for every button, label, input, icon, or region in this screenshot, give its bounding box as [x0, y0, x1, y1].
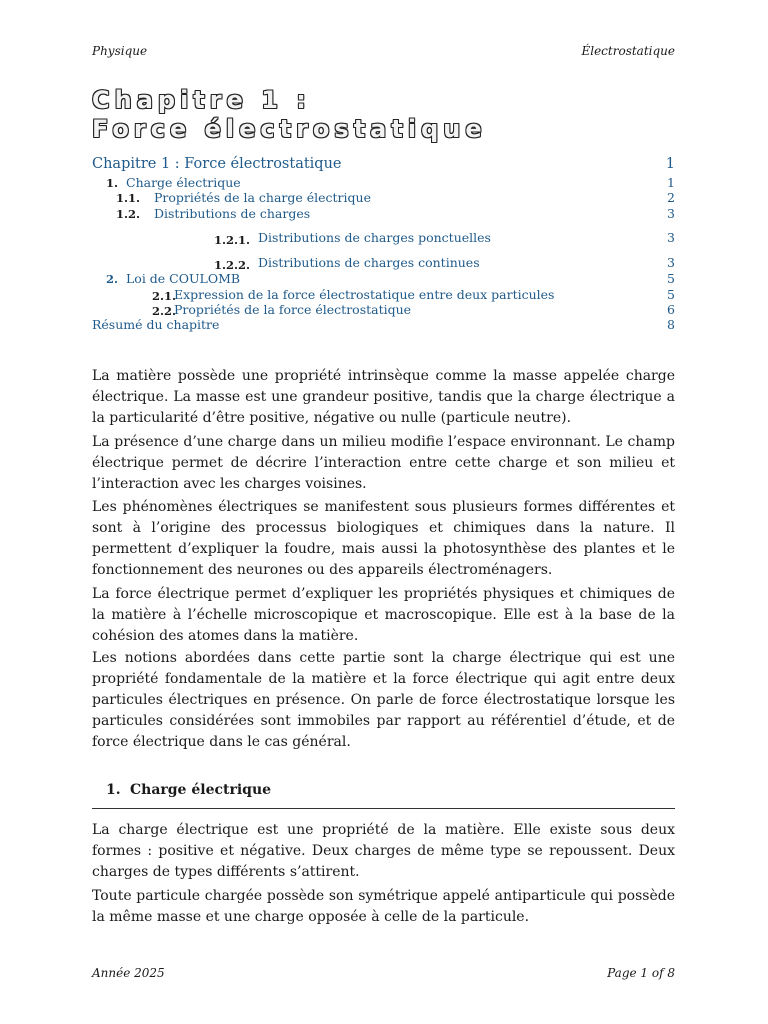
toc-entry-label[interactable]: Distributions de charges ponctuelles	[258, 230, 491, 245]
toc-entry-page: 1	[667, 175, 675, 190]
toc-entry-label[interactable]: Loi de COULOMB	[126, 271, 241, 286]
toc-entry[interactable]	[92, 230, 675, 246]
header-topic: Électrostatique	[581, 44, 675, 58]
section-title: Charge électrique	[130, 782, 272, 798]
toc-entry-number: 1.2.2.	[214, 258, 251, 272]
toc-entry-number: 2.	[106, 272, 119, 286]
toc-entry-label[interactable]: Propriétés de la charge électrique	[154, 190, 371, 205]
toc-entry[interactable]	[92, 175, 675, 191]
toc-entry-page: 5	[667, 287, 675, 302]
intro-paragraph: La force électrique permet d’expliquer les propriétés physiques et chimiques de la matière à l’échelle microscopique et macroscopique. Elle est à la base de la cohésion des atomes dans la matière.	[92, 586, 675, 644]
toc-entry-page: 2	[667, 190, 675, 205]
toc-main-entry[interactable]	[92, 155, 675, 173]
section-paragraph: Toute particule chargée possède son symétrique appelé antiparticule qui possède la même masse et une charge opposée à celle de la particule.	[92, 888, 675, 925]
toc-entry-page: 5	[667, 271, 675, 286]
toc-entry[interactable]	[92, 317, 675, 333]
toc-entry-number: 1.	[106, 176, 119, 190]
section-number: 1.	[106, 782, 121, 798]
toc-entry-label[interactable]: Distributions de charges	[154, 206, 311, 221]
section-paragraph: La charge électrique est une propriété de la matière. Elle existe sous deux formes : positive et négative. Deux charges de même type se repoussent. Deux charges de types différents s’attirent.	[92, 822, 675, 880]
toc-entry[interactable]	[92, 255, 675, 271]
toc-entry-label[interactable]: Distributions de charges continues	[258, 255, 480, 270]
toc-entry-label[interactable]: Charge électrique	[126, 175, 241, 190]
toc-entry-page: 8	[667, 317, 675, 332]
intro-paragraph: La présence d’une charge dans un milieu modifie l’espace environnant. Le champ électrique permet de décrire l’interaction entre cette charge et son milieu et l’interaction avec les charges voisines.	[92, 434, 675, 492]
chapter-title-line2: Force électrostatique	[92, 115, 487, 143]
intro-paragraph: Les notions abordées dans cette partie sont la charge électrique qui est une propriété fondamentale de la matière et la force électrique qui agit entre deux particules électriques en présence. On parle de force électrostatique lorsque les particules considérées sont immobiles par rapport au référentiel d’étude, et de force électrique dans le cas général.	[92, 650, 675, 750]
toc-entry[interactable]	[92, 302, 675, 318]
footer-page-number: Page 1 of 8	[607, 966, 675, 980]
toc-entry[interactable]	[92, 190, 675, 206]
intro-paragraph: Les phénomènes électriques se manifestent sous plusieurs formes différentes et sont à l’origine des processus biologiques et chimiques dans la nature. Il permettent d’expliquer la foudre, mais aussi la photosynthèse des plantes et le fonctionnement des neurones ou des appareils électroménagers.	[92, 499, 675, 578]
toc-entry-number: 2.1.	[152, 289, 177, 303]
header-subject: Physique	[92, 44, 148, 58]
toc-entry-page: 3	[667, 255, 675, 270]
toc-entry[interactable]	[92, 271, 675, 287]
toc-entry-label[interactable]: Expression de la force électrostatique entre deux particules	[174, 287, 555, 302]
toc-entry[interactable]	[92, 206, 675, 222]
toc-entry[interactable]	[92, 287, 675, 303]
toc-entry-number: 1.2.1.	[214, 233, 251, 247]
toc-entry-number: 1.1.	[116, 191, 141, 205]
section-heading	[92, 778, 675, 809]
toc-main-page: 1	[665, 156, 675, 172]
chapter-title-line1: Chapitre 1 :	[92, 86, 311, 114]
toc-entry-label[interactable]: Propriétés de la force électrostatique	[174, 302, 412, 317]
toc-entry-label[interactable]: Résumé du chapitre	[92, 317, 220, 332]
toc-main-label[interactable]: Chapitre 1 : Force électrostatique	[92, 156, 342, 172]
intro-paragraph: La matière possède une propriété intrinsèque comme la masse appelée charge électrique. La masse est une grandeur positive, tandis que la charge électrique a la particularité d’être positive, négative ou nulle (particule neutre).	[92, 368, 675, 426]
footer-year: Année 2025	[92, 966, 165, 980]
toc-entry-number: 2.2.	[152, 304, 177, 318]
toc-entry-page: 3	[667, 206, 675, 221]
toc-entry-number: 1.2.	[116, 207, 141, 221]
toc-entry-page: 6	[667, 302, 675, 317]
table-of-contents	[92, 0, 675, 340]
toc-entry-page: 3	[667, 230, 675, 245]
